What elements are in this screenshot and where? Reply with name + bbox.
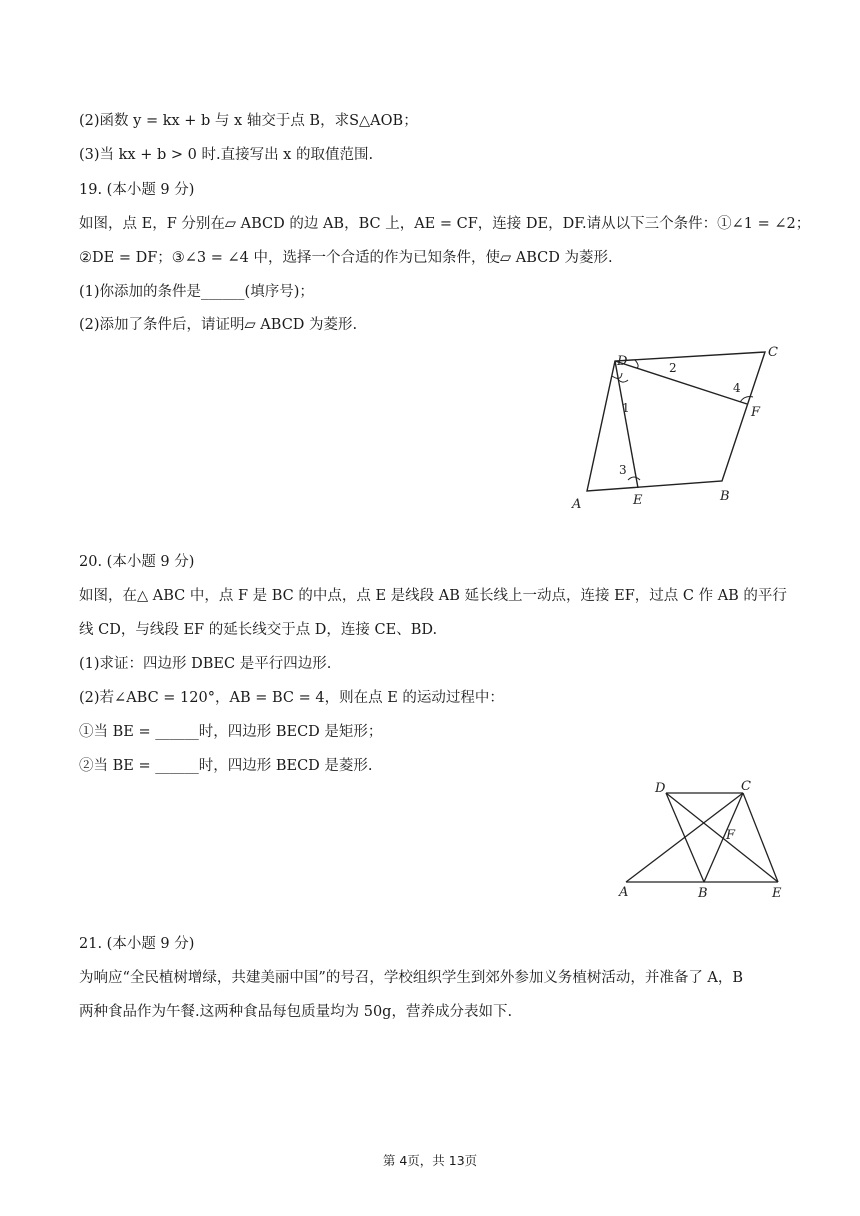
q20-part1: (1)求证：四边形 DBEC 是平行四边形. <box>79 656 332 672</box>
q19-angle-1-label: 1 <box>622 401 630 415</box>
q19-label-e: E <box>633 493 643 508</box>
q20-part2: (2)若∠ABC = 120°，AB = BC = 4，则在点 E 的运动过程中： <box>79 690 504 706</box>
q19-angle-2-arc <box>635 360 638 368</box>
page-footer: 第 4页，共 13页 <box>382 1153 478 1168</box>
q19-angle-4-label: 4 <box>733 381 741 395</box>
q20-label-d: D <box>655 781 666 796</box>
q20-label-a: A <box>619 885 629 900</box>
q19-label-f: F <box>751 405 761 420</box>
q19-angle-2-label: 2 <box>669 361 677 375</box>
q19-stem-line2: ②DE = DF；③∠3 = ∠4 中，选择一个合适的作为已知条件，使▱ ABCD 为菱形. <box>79 250 613 266</box>
q20-sub2: ②当 BE = ______时，四边形 BECD 是菱形. <box>79 758 373 774</box>
q19-angle-3-arc <box>628 477 640 480</box>
q19-angle-3-label: 3 <box>619 463 627 477</box>
q20-stem-line1: 如图，在△ ABC 中，点 F 是 BC 的中点，点 E 是线段 AB 延长线上一动点，连接 EF，过点 C 作 AB 的平行 <box>79 588 787 604</box>
q19-label-c: C <box>768 345 778 360</box>
q20-label-e: E <box>772 886 782 901</box>
q20-segment-de <box>666 793 778 882</box>
q21-stem-line1: 为响应“全民植树增绿，共建美丽中国”的号召，学校组织学生到郊外参加义务植树活动，并准备了 A，B <box>79 970 744 986</box>
q19-label-b: B <box>720 489 730 504</box>
q20-label-f: F <box>726 828 736 843</box>
q19-part1: (1)你添加的条件是______(填序号)； <box>79 284 314 300</box>
q18-part2: (2)函数 y = kx + b 与 x 轴交于点 B，求S△AOB； <box>79 113 418 129</box>
q20-label-b: B <box>698 886 708 901</box>
q19-label-d: D <box>617 354 628 369</box>
q20-stem-line2: 线 CD，与线段 EF 的延长线交于点 D，连接 CE、BD. <box>79 622 438 638</box>
q19-label-a: A <box>572 497 582 512</box>
q18-part3: (3)当 kx + b > 0 时.直接写出 x 的取值范围. <box>79 147 374 163</box>
q19-segment-df <box>615 361 747 404</box>
q19-part2: (2)添加了条件后，请证明▱ ABCD 为菱形. <box>79 317 358 333</box>
q20-sub1: ①当 BE = ______时，四边形 BECD 是矩形； <box>79 724 383 740</box>
q20-header: 20. (本小题 9 分) <box>79 554 195 570</box>
q19-header: 19. (本小题 9 分) <box>79 182 195 198</box>
q19-parallelogram-figure <box>560 340 790 515</box>
q19-stem-line1: 如图，点 E，F 分别在▱ ABCD 的边 AB，BC 上，AE = CF，连接 DE，DF.请从以下三个条件：①∠1 = ∠2； <box>79 216 811 232</box>
q20-segment-bc <box>704 793 743 882</box>
q21-header: 21. (本小题 9 分) <box>79 936 195 952</box>
q20-triangle-figure <box>612 772 792 902</box>
q21-stem-line2: 两种食品作为午餐.这两种食品每包质量均为 50g，营养成分表如下. <box>79 1004 513 1020</box>
q19-angle-4-arc <box>740 397 753 402</box>
q20-label-c: C <box>741 779 751 794</box>
q20-segment-db <box>666 793 704 882</box>
